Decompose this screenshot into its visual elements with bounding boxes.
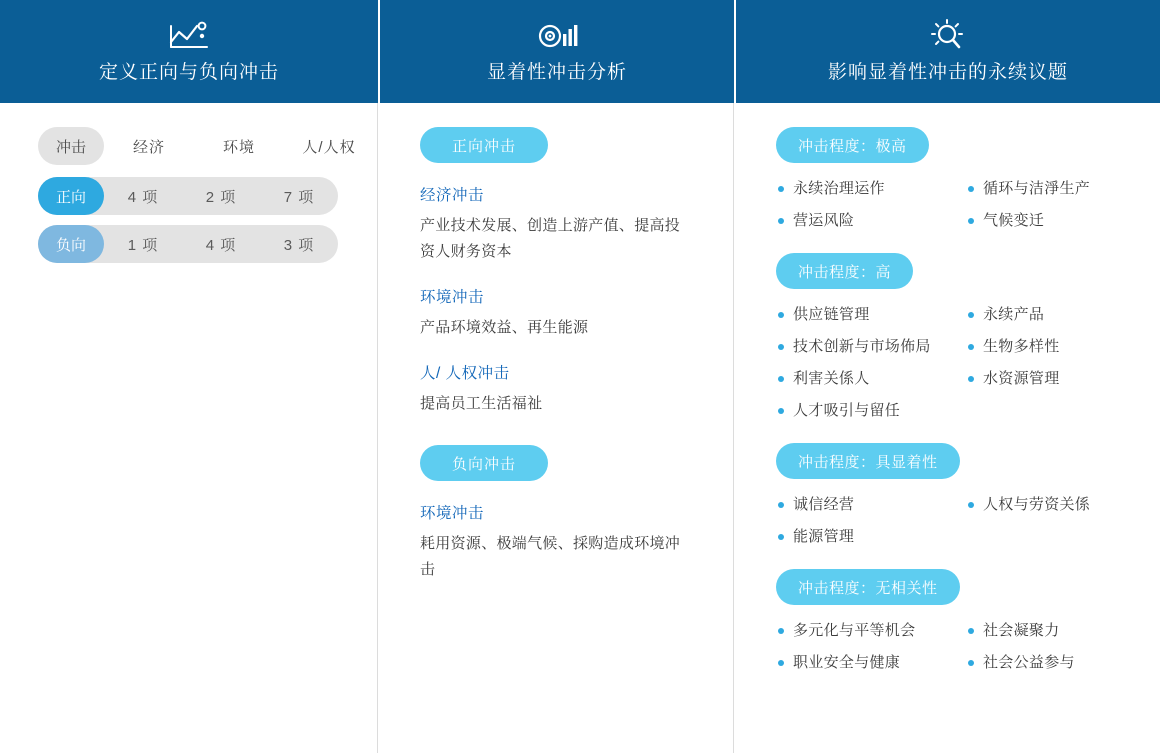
list-item-label: 营运风险 [793,212,855,229]
list-item-label: 社会凝聚力 [983,622,1060,639]
bullet-dot-icon [778,344,784,350]
spacer [420,417,733,445]
bullet-dot-icon [968,502,974,508]
list-item-label: 能源管理 [793,528,855,545]
list-item [966,331,1156,363]
bullet-dot-icon [778,408,784,414]
bullet-dot-icon [968,660,974,666]
matrix-header-row [38,127,377,165]
topic-list [776,615,1156,679]
analysis-block [420,361,733,417]
topic-list [776,299,1156,427]
matrix-row-label: 负向 [38,225,104,263]
list-item [776,521,966,553]
topic-group-tag: 冲击程度：极高 [776,127,929,163]
list-item [776,205,966,237]
topic-group-tag: 冲击程度：具显着性 [776,443,960,479]
matrix-row-negative [38,225,377,263]
bullet-dot-icon [968,312,974,318]
topic-group [776,443,1160,553]
bullet-dot-icon [968,628,974,634]
matrix-row-track [38,225,338,263]
list-item [776,299,966,331]
list-item-label: 利害关係人 [793,370,870,387]
list-item [776,647,966,679]
body-row [0,103,1160,753]
bullet-dot-icon [968,344,974,350]
matrix-cell: 4 项 [205,236,237,254]
analysis-block [420,183,733,265]
analysis-block-text: 提高员工生活福祉 [420,395,543,412]
matrix-row-positive [38,177,377,215]
list-item [776,173,966,205]
list-item [966,173,1156,205]
matrix-header-cell: 环境 [222,138,255,156]
list-item-label: 水资源管理 [983,370,1060,387]
analysis-block-title: 经济冲击 [420,187,485,204]
list-item-label: 诚信经营 [793,496,855,513]
bullet-dot-icon [968,186,974,192]
impact-matrix [38,127,377,263]
matrix-cell: 3 项 [283,236,315,254]
header-column-definitions [0,0,378,103]
analysis-block-text: 产品环境效益、再生能源 [420,319,589,336]
list-item-label: 技术创新与市场佈局 [793,338,931,355]
list-item-label: 供应链管理 [793,306,870,323]
list-item [966,647,1156,679]
bullet-dot-icon [778,502,784,508]
list-item-label: 人权与劳资关係 [983,496,1091,513]
list-item-label: 社会公益参与 [983,654,1075,671]
list-item-label: 生物多样性 [983,338,1060,355]
list-item [966,205,1156,237]
list-item [776,489,966,521]
list-item [776,615,966,647]
topic-list [776,489,1156,553]
sun-search-icon [926,19,970,53]
bullet-dot-icon [968,218,974,224]
analysis-block [420,501,733,583]
topic-group [776,253,1160,427]
matrix-row-track [38,177,338,215]
list-item [966,489,1156,521]
header-title: 定义正向与负向冲击 [98,62,279,83]
header-column-topics [734,0,1160,103]
list-item-label: 气候变迁 [983,212,1045,229]
column-definitions [0,103,378,753]
header-column-analysis [378,0,734,103]
bullet-dot-icon [778,218,784,224]
list-item-label: 循环与洁淨生产 [983,180,1091,197]
header-row [0,0,1160,103]
matrix-header-cells [104,136,374,157]
analysis-block-title: 环境冲击 [420,505,485,522]
analysis-block-text: 耗用资源、极端气候、採购造成环境冲击 [420,535,681,578]
bullet-dot-icon [778,312,784,318]
list-item-label: 永续治理运作 [793,180,885,197]
column-topics [734,103,1160,753]
matrix-header-label: 冲击 [38,127,104,165]
list-item-label: 人才吸引与留任 [793,402,901,419]
header-title: 显着性冲击分析 [486,62,627,83]
target-bars-icon [535,19,579,53]
bullet-dot-icon [968,376,974,382]
topic-group-tag: 冲击程度：无相关性 [776,569,960,605]
list-item [776,363,966,395]
bullet-dot-icon [778,534,784,540]
matrix-cell: 1 项 [127,236,159,254]
list-item-label: 永续产品 [983,306,1045,323]
column-analysis [378,103,734,753]
topic-group-tag: 冲击程度：高 [776,253,913,289]
topic-group [776,569,1160,679]
bullet-dot-icon [778,628,784,634]
matrix-cell: 7 项 [283,188,315,206]
topic-list [776,173,1156,237]
analysis-block-title: 环境冲击 [420,289,485,306]
list-item [776,331,966,363]
list-item [966,615,1156,647]
list-item [966,299,1156,331]
list-item [776,395,966,427]
matrix-cell: 4 项 [127,188,159,206]
topic-group [776,127,1160,237]
bullet-dot-icon [778,186,784,192]
bullet-dot-icon [778,660,784,666]
tag-negative-impact: 负向冲击 [420,445,548,481]
matrix-cell: 2 项 [205,188,237,206]
chart-analytics-icon [167,19,211,53]
analysis-block-text: 产业技术发展、创造上游产值、提高投资人财务资本 [420,217,681,260]
header-title: 影响显着性冲击的永续议题 [827,62,1068,83]
matrix-row-label: 正向 [38,177,104,215]
list-item [966,363,1156,395]
matrix-header-cell: 人/人权 [302,138,356,156]
list-item-label: 职业安全与健康 [793,654,901,671]
list-item-label: 多元化与平等机会 [793,622,916,639]
analysis-block-title: 人/ 人权冲击 [420,365,510,382]
tag-positive-impact: 正向冲击 [420,127,548,163]
bullet-dot-icon [778,376,784,382]
analysis-block [420,285,733,341]
matrix-header-cell: 经济 [132,138,165,156]
